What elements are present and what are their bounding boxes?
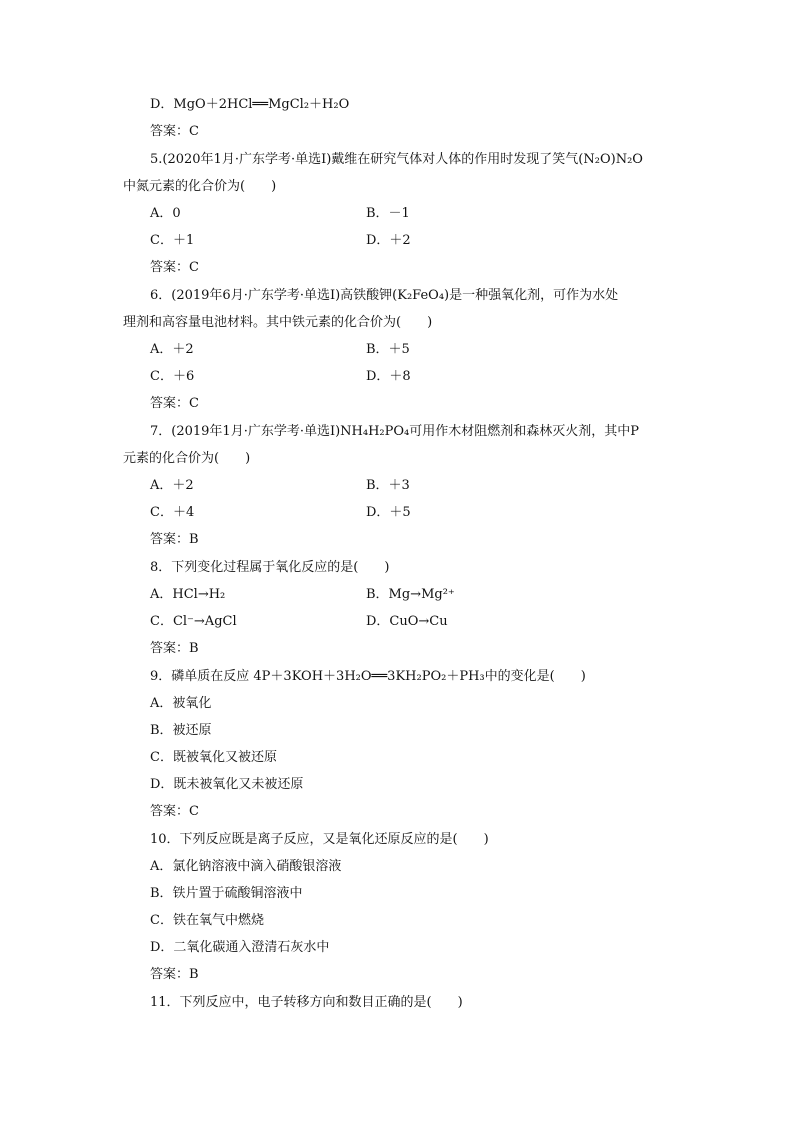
- q6-answer: 答案：C: [150, 396, 199, 411]
- q6-option-c: C．＋6: [150, 369, 195, 384]
- q11-stem: 11．下列反应中，电子转移方向和数目正确的是( ): [150, 995, 463, 1010]
- q8-option-d: D．CuO→Cu: [366, 614, 448, 629]
- q7-stem-line1: 7．(2019年1月·广东学考·单选Ⅰ)NH₄H₂PO₄可用作木材阻燃剂和森林灭火剂，其中P: [150, 424, 640, 439]
- q8-option-b: B．Mg→Mg²⁺: [366, 587, 455, 602]
- q5-stem-line2: 中氮元素的化合价为( ): [123, 179, 277, 194]
- q7-option-c: C．＋4: [150, 505, 195, 520]
- q9-answer: 答案：C: [150, 804, 199, 819]
- q6-stem-line2: 理剂和高容量电池材料。其中铁元素的化合价为( ): [123, 315, 433, 330]
- q10-option-d: D．二氧化碳通入澄清石灰水中: [150, 940, 330, 955]
- q10-option-b: B．铁片置于硫酸铜溶液中: [150, 886, 303, 901]
- q10-answer: 答案：B: [150, 967, 199, 982]
- q9-stem: 9．磷单质在反应 4P＋3KOH＋3H₂O══3KH₂PO₂＋PH₃中的变化是( ): [150, 669, 586, 684]
- q8-stem: 8．下列变化过程属于氧化反应的是( ): [150, 560, 390, 575]
- q6-option-a: A．＋2: [150, 342, 194, 357]
- q5-option-b: B．－1: [366, 206, 410, 221]
- q8-option-a: A．HCl→H₂: [150, 587, 226, 602]
- q5-stem-line1: 5.(2020年1月·广东学考·单选Ⅰ)戴维在研究气体对人体的作用时发现了笑气(N₂O)N₂O: [150, 152, 643, 167]
- q6-stem-line1: 6．(2019年6月·广东学考·单选Ⅰ)高铁酸钾(K₂FeO₄)是一种强氧化剂，可作为水处: [150, 288, 619, 303]
- q4-answer: 答案：C: [150, 124, 199, 139]
- q7-option-b: B．＋3: [366, 478, 410, 493]
- q9-option-b: B．被还原: [150, 723, 212, 738]
- q10-option-c: C．铁在氧气中燃烧: [150, 913, 264, 928]
- q6-option-b: B．＋5: [366, 342, 410, 357]
- q8-answer: 答案：B: [150, 641, 199, 656]
- q8-option-c: C．Cl⁻→AgCl: [150, 614, 237, 629]
- q4-option-d: D．MgO＋2HCl══MgCl₂＋H₂O: [150, 97, 350, 112]
- q9-option-d: D．既未被氧化又未被还原: [150, 777, 304, 792]
- q10-stem: 10．下列反应既是离子反应，又是氧化还原反应的是( ): [150, 832, 489, 847]
- q5-option-d: D．＋2: [366, 233, 411, 248]
- q7-option-a: A．＋2: [150, 478, 194, 493]
- q6-option-d: D．＋8: [366, 369, 411, 384]
- q9-option-a: A．被氧化: [150, 696, 212, 711]
- q7-option-d: D．＋5: [366, 505, 411, 520]
- q7-answer: 答案：B: [150, 532, 199, 547]
- q9-option-c: C．既被氧化又被还原: [150, 750, 277, 765]
- q10-option-a: A．氯化钠溶液中滴入硝酸银溶液: [150, 859, 342, 874]
- q7-stem-line2: 元素的化合价为( ): [123, 451, 251, 466]
- q5-answer: 答案：C: [150, 260, 199, 275]
- q5-option-a: A．0: [150, 206, 181, 221]
- q5-option-c: C．＋1: [150, 233, 195, 248]
